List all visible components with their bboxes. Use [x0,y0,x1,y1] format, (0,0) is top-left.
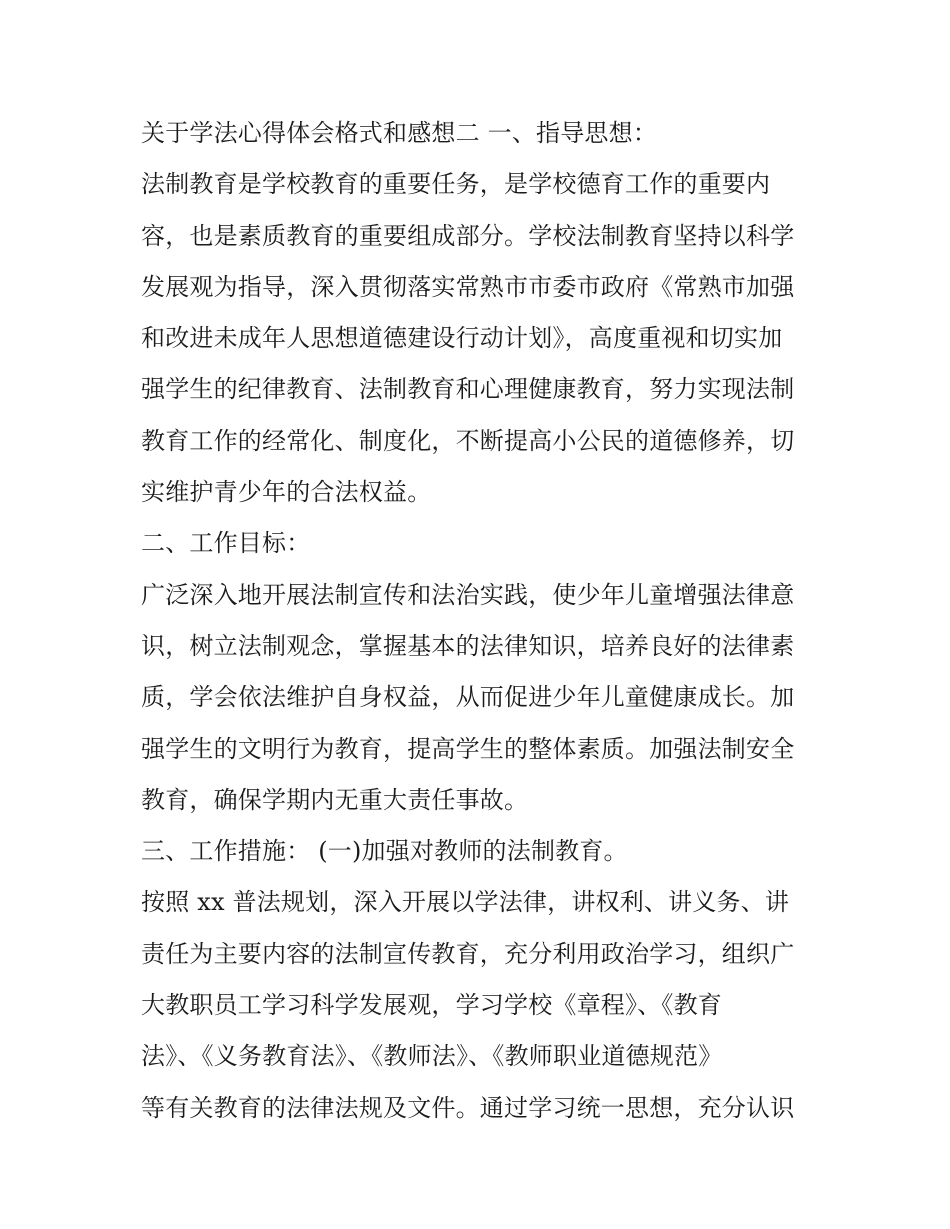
text-line: 强学生的纪律教育、法制教育和心理健康教育，努力实现法制 [141,375,795,404]
text-line: 和改进未成年人思想道德建设行动计划》，高度重视和切实加 [141,324,783,353]
text-line: 责任为主要内容的法制宣传教育，充分利用政治学习，组织广 [141,939,795,968]
document-body [141,108,821,1134]
text-line: 法制教育是学校教育的重要任务，是学校德育工作的重要内 [141,170,771,199]
text-line: 发展观为指导，深入贯彻落实常熟市市委市政府《常熟市加强 [141,272,795,301]
text-line: 按照 xx 普法规划，深入开展以学法律，讲权利、讲义务、讲 [141,888,790,917]
text-line: 教育，确保学期内无重大责任事故。 [141,785,529,814]
text-line: 大教职员工学习科学发展观，学习学校《章程》、《教育 [141,991,722,1020]
text-line: 等有关教育的法律法规及文件。通过学习统一思想，充分认识 [141,1093,795,1122]
text-line: 识，树立法制观念，掌握基本的法律知识，培养良好的法律素 [141,631,795,660]
text-line: 强学生的文明行为教育，提高学生的整体素质。加强法制安全 [141,734,795,763]
text-line: 法》、《义务教育法》、《教师法》、《教师职业道德规范》 [141,1042,723,1071]
text-line: 质，学会依法维护自身权益，从而促进少年儿童健康成长。加 [141,683,795,712]
text-line: 容，也是素质教育的重要组成部分。学校法制教育坚持以科学 [141,221,795,250]
text-line-title: 关于学法心得体会格式和感想二 一、指导思想： [141,119,658,147]
section-heading-goals: 二、工作目标： [141,529,311,558]
section-heading-measures: 三、工作措施： (一)加强对教师的法制教育。 [141,837,628,866]
text-line: 广泛深入地开展法制宣传和法治实践，使少年儿童增强法律意 [141,580,795,609]
text-line: 实维护青少年的合法权益。 [141,478,432,507]
text-line: 教育工作的经常化、制度化，不断提高小公民的道德修养，切 [141,426,795,455]
